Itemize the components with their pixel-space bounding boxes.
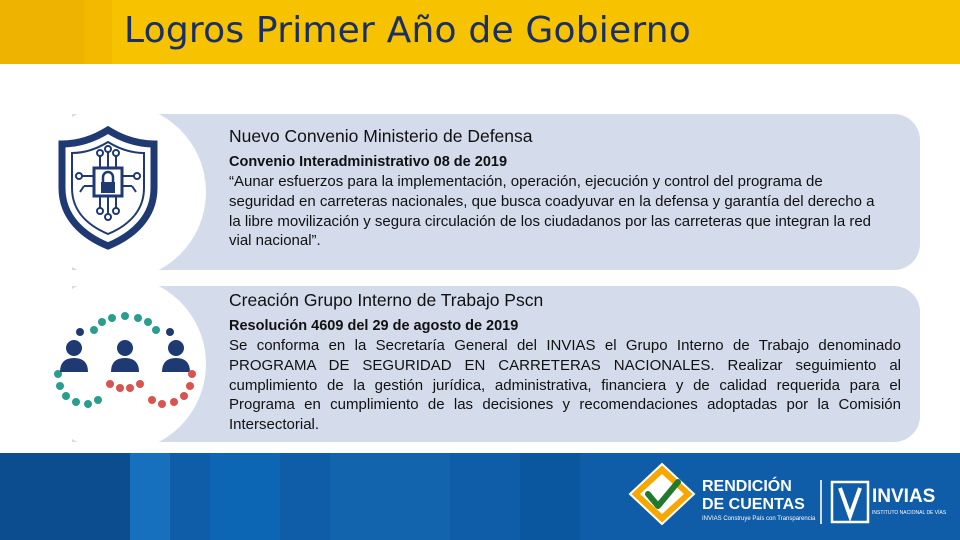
- rendicion-cuentas-check-icon: [626, 462, 698, 526]
- page-title: Logros Primer Año de Gobierno: [124, 10, 691, 51]
- logo-divider: [820, 480, 822, 524]
- card-body-text: Se conforma en la Secretaría General del INVIAS el Grupo Interno de Trabajo denominado PROGRAMA DE SEGURIDAD EN CARRETERAS NACIONALES. Realizar seguimiento al cumplimiento de la gestión jurídica, administrativa, financiera y de calidad requerida para el Programa en cumplimiento de las decisiones y recomendaciones adoptadas por la Comisión Intersectorial.: [229, 337, 901, 434]
- footer-stripe: [210, 453, 280, 540]
- footer-stripe: [520, 453, 580, 540]
- work-group-people-icon: [50, 308, 200, 414]
- card-body-text: “Aunar esfuerzos para la implementación, operación, ejecución y control del programa de seguridad en carreteras nacionales, que busca coadyuvar en la defensa y garantía del derecho a la libre movilización y segura circulación de los ciudadanos por las carreteras que integran la red vial nacional”.: [229, 173, 875, 250]
- card-subheading: Resolución 4609 del 29 de agosto de 2019: [229, 318, 519, 334]
- logo-rendicion-line2: DE CUENTAS: [702, 496, 805, 513]
- invias-emblem-icon: [830, 480, 870, 524]
- card-subheading: Convenio Interadministrativo 08 de 2019: [229, 154, 508, 170]
- logo-invias-tagline: INSTITUTO NACIONAL DE VÍAS: [872, 510, 947, 516]
- footer-stripe: [0, 453, 130, 540]
- header-accent-stripe: [84, 0, 112, 64]
- footer-logos: [622, 456, 952, 534]
- card-text-defensa: [229, 126, 889, 251]
- footer-stripe: [330, 453, 450, 540]
- card-heading: Nuevo Convenio Ministerio de Defensa: [229, 126, 533, 146]
- card-heading: Creación Grupo Interno de Trabajo Pscn: [229, 290, 544, 310]
- footer-stripe: [130, 453, 170, 540]
- shield-lock-circuit-icon: [58, 126, 158, 250]
- logo-invias: INVIAS: [872, 486, 936, 507]
- logo-rendicion-tagline: INVIAS Construye País con Transparencia: [702, 516, 816, 522]
- card-text-grupo-trabajo: [229, 290, 901, 435]
- logo-rendicion-line1: RENDICIÓN: [702, 478, 792, 495]
